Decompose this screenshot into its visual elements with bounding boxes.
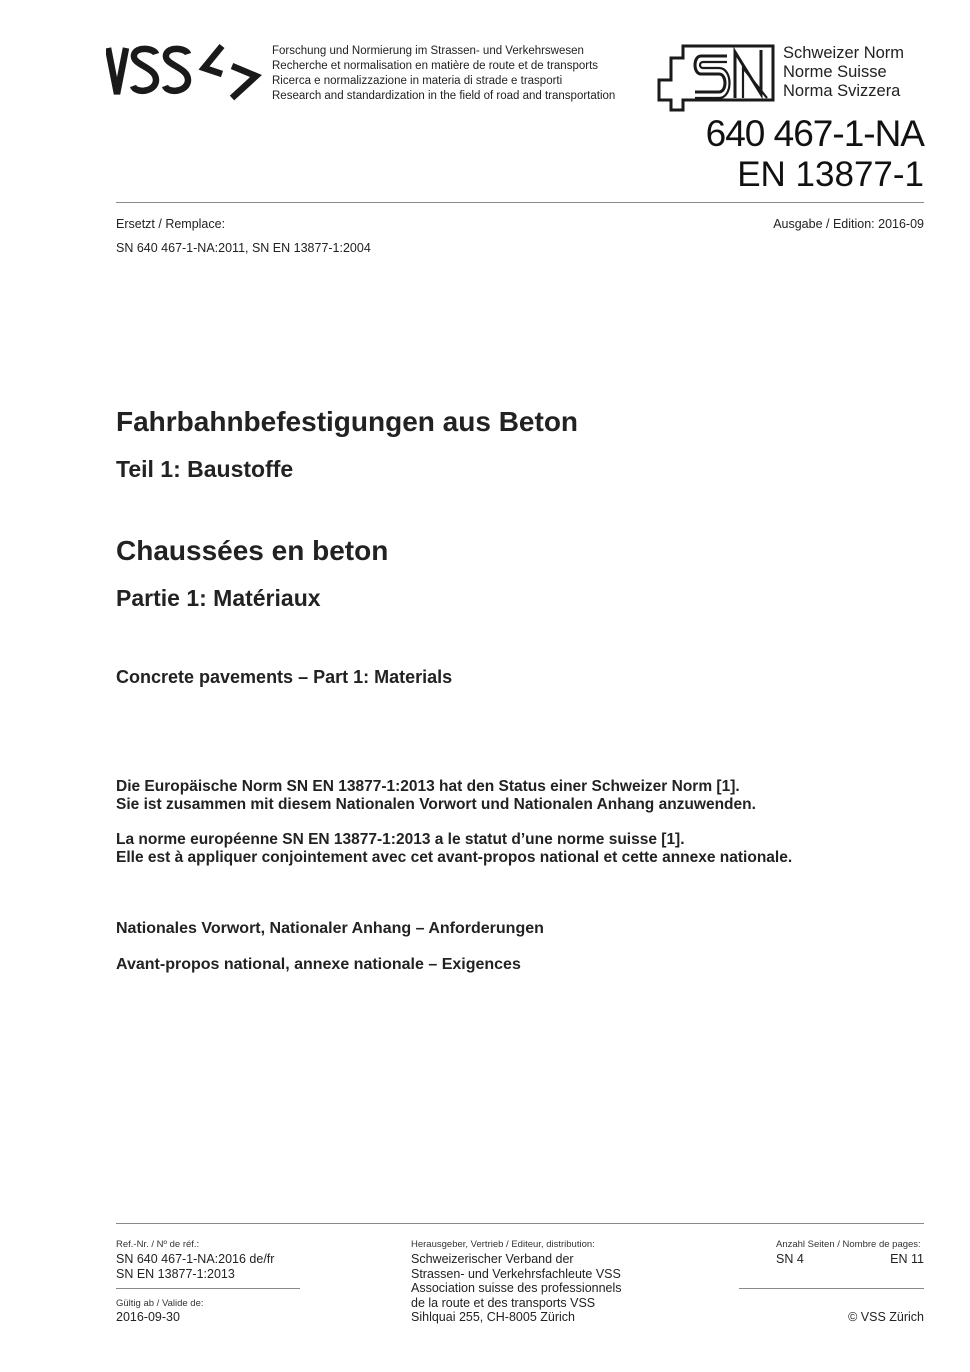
pages-divider	[739, 1288, 924, 1289]
header-divider	[116, 202, 924, 203]
vss-organisation-block	[272, 44, 615, 104]
copyright: © VSS Zürich	[848, 1310, 924, 1324]
org-line: Forschung und Normierung im Strassen- und Verkehrswesen	[272, 45, 584, 57]
statement-line: La norme européenne SN EN 13877-1:2013 a le statut d’une norme suisse [1].	[116, 831, 685, 848]
publisher-line: Sihlquai 255, CH-8005 Zürich	[411, 1310, 575, 1324]
subtitle-de: Teil 1: Baustoffe	[116, 456, 294, 482]
en-standard-number: EN 13877-1	[737, 155, 924, 194]
title-de: Fahrbahnbefestigungen aus Beton	[116, 406, 579, 437]
valid-date: 2016-09-30	[116, 1310, 180, 1324]
publisher-line: Strassen- und Verkehrsfachleute VSS	[411, 1266, 621, 1281]
edition: Ausgabe / Edition: 2016-09	[773, 217, 924, 231]
publisher-line: de la route et des transports VSS	[411, 1295, 596, 1310]
publisher-label: Herausgeber, Vertrieb / Editeur, distribution:	[411, 1239, 595, 1250]
sn-name-it: Norma Svizzera	[783, 82, 901, 100]
replaces-label: Ersetzt / Remplace:	[116, 217, 226, 231]
org-line: Recherche et normalisation en matière de route et de transports	[272, 60, 599, 72]
sn-name-fr: Norme Suisse	[783, 63, 887, 81]
vss-logo	[106, 40, 266, 102]
pages-label: Anzahl Seiten / Nombre de pages:	[776, 1239, 921, 1250]
standard-number: 640 467-1-NA	[705, 113, 924, 154]
status-statement-fr	[116, 831, 792, 867]
ref-number-line: SN EN 13877-1:2013	[116, 1267, 235, 1281]
title-en: Concrete pavements – Part 1: Materials	[116, 667, 453, 687]
footer-divider	[116, 1223, 924, 1224]
status-statement-de	[116, 778, 756, 814]
requirements-fr: Avant-propos national, annexe nationale – Exigences	[116, 956, 521, 973]
publisher-line: Association suisse des professionnels	[411, 1281, 622, 1295]
sn-names-block	[783, 44, 904, 101]
publisher-line: Schweizerischer Verband der	[411, 1252, 574, 1266]
ref-number-line: SN 640 467-1-NA:2016 de/fr	[116, 1252, 275, 1266]
statement-line: Die Europäische Norm SN EN 13877-1:2013 hat den Status einer Schweizer Norm [1].	[116, 778, 740, 795]
subtitle-fr: Partie 1: Matériaux	[116, 585, 321, 611]
ref-divider	[116, 1288, 300, 1289]
ref-label: Ref.-Nr. / Nº de réf.:	[116, 1239, 200, 1250]
statement-line: Sie ist zusammen mit diesem Nationalen Vorwort und Nationalen Anhang anzuwenden.	[116, 796, 756, 813]
statement-line: Elle est à appliquer conjointement avec cet avant-propos national et cette annexe nationale.	[116, 849, 793, 866]
publisher-block	[411, 1252, 622, 1325]
org-line: Ricerca e normalizzazione in materia di strade e trasporti	[272, 75, 563, 87]
pages-en: EN 11	[890, 1252, 924, 1266]
sn-logo	[657, 44, 777, 112]
org-line: Research and standardization in the field of road and transportation	[272, 90, 616, 102]
replaces-value: SN 640 467-1-NA:2011, SN EN 13877-1:2004	[116, 241, 371, 255]
pages-sn: SN 4	[776, 1252, 804, 1266]
sn-name-de: Schweizer Norm	[783, 44, 905, 62]
title-fr: Chaussées en beton	[116, 535, 389, 566]
valid-label: Gültig ab / Valide de:	[116, 1298, 204, 1309]
requirements-de: Nationales Vorwort, Nationaler Anhang – Anforderungen	[116, 920, 544, 937]
